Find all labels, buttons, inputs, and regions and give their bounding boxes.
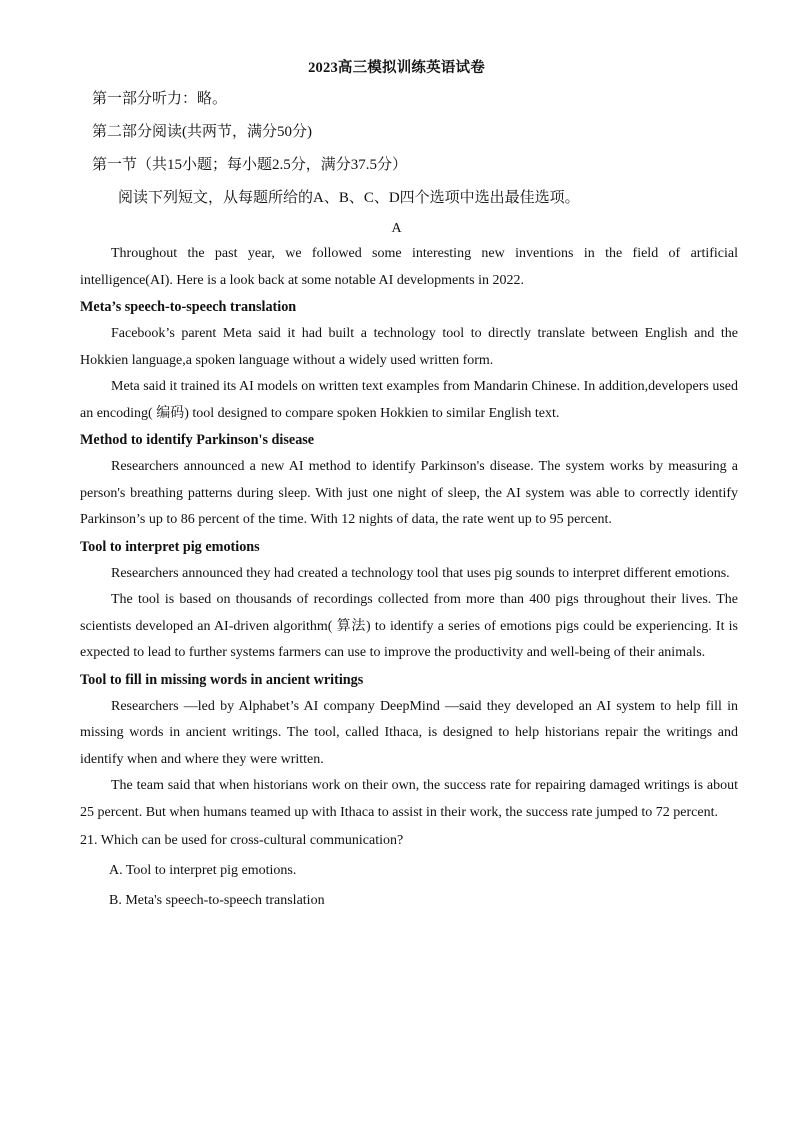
section-paragraph: The tool is based on thousands of recordings collected from more than 400 pigs throughout their lives. The scientists developed an AI-driven algorithm( 算法) to identify a series of emotions pigs could be experiencing. It is expected to lead to further systems farmers can use to improve the productivity and well-being of their animals. bbox=[80, 592, 738, 660]
section-heading: Tool to interpret pig emotions bbox=[80, 538, 260, 555]
question-option: B. Meta's speech-to-speech translation bbox=[109, 893, 325, 908]
section-one-heading: 第一节（共15小题；每小题2.5分，满分37.5分） bbox=[92, 157, 408, 173]
part-two-heading: 第二部分阅读(共两节，满分50分) bbox=[92, 124, 312, 140]
section-heading: Meta’s speech-to-speech translation bbox=[80, 299, 297, 315]
page-title: 2023高三模拟训练英语试卷 bbox=[308, 60, 485, 76]
section-paragraph: Meta said it trained its AI models on written text examples from Mandarin Chinese. In addition,developers used an encoding( 编码) tool designed to compare spoken Hokkien to similar English text. bbox=[80, 379, 738, 421]
section-paragraph: Researchers announced a new AI method to identify Parkinson's disease. The system works by measuring a person's breathing patterns during sleep. With just one night of sleep, the AI system was able to correctly identify Parkinson’s up to 86 percent of the time. With 12 nights of data, the rate went up to 95 percent. bbox=[80, 459, 738, 527]
section-heading: Tool to fill in missing words in ancient writings bbox=[80, 671, 364, 688]
section-paragraph: Facebook’s parent Meta said it had built a technology tool to directly translate between English and the Hokkien language,a spoken language without a widely used written form. bbox=[80, 326, 738, 368]
instruction-text: 阅读下列短文，从每题所给的A、B、C、D四个选项中选出最佳选项。 bbox=[118, 190, 580, 206]
section-paragraph: Researchers —led by Alphabet’s AI company DeepMind —said they developed an AI system to help fill in missing words in ancient writings. The tool, called Ithaca, is designed to help historians repair the writings and identify when and where they were written. bbox=[80, 698, 738, 767]
section-heading: Method to identify Parkinson's disease bbox=[80, 432, 315, 448]
intro-paragraph: Throughout the past year, we followed some interesting new inventions in the field of artificial intelligence(AI). Here is a look back at some notable AI developments in 2022. bbox=[80, 246, 738, 288]
part-one-heading: 第一部分听力：略。 bbox=[92, 91, 228, 107]
question-stem: 21. Which can be used for cross-cultural communication? bbox=[80, 833, 404, 848]
question-option: A. Tool to interpret pig emotions. bbox=[109, 863, 297, 878]
passage-label: A bbox=[391, 221, 402, 236]
passage-body bbox=[80, 241, 738, 916]
section-paragraph: Researchers announced they had created a technology tool that uses pig sounds to interpret different emotions. bbox=[111, 565, 730, 581]
section-paragraph: The team said that when historians work on their own, the success rate for repairing damaged writings is about 25 percent. But when humans teamed up with Ithaca to assist in their work, the success rate jumped to 72 percent. bbox=[80, 778, 738, 820]
